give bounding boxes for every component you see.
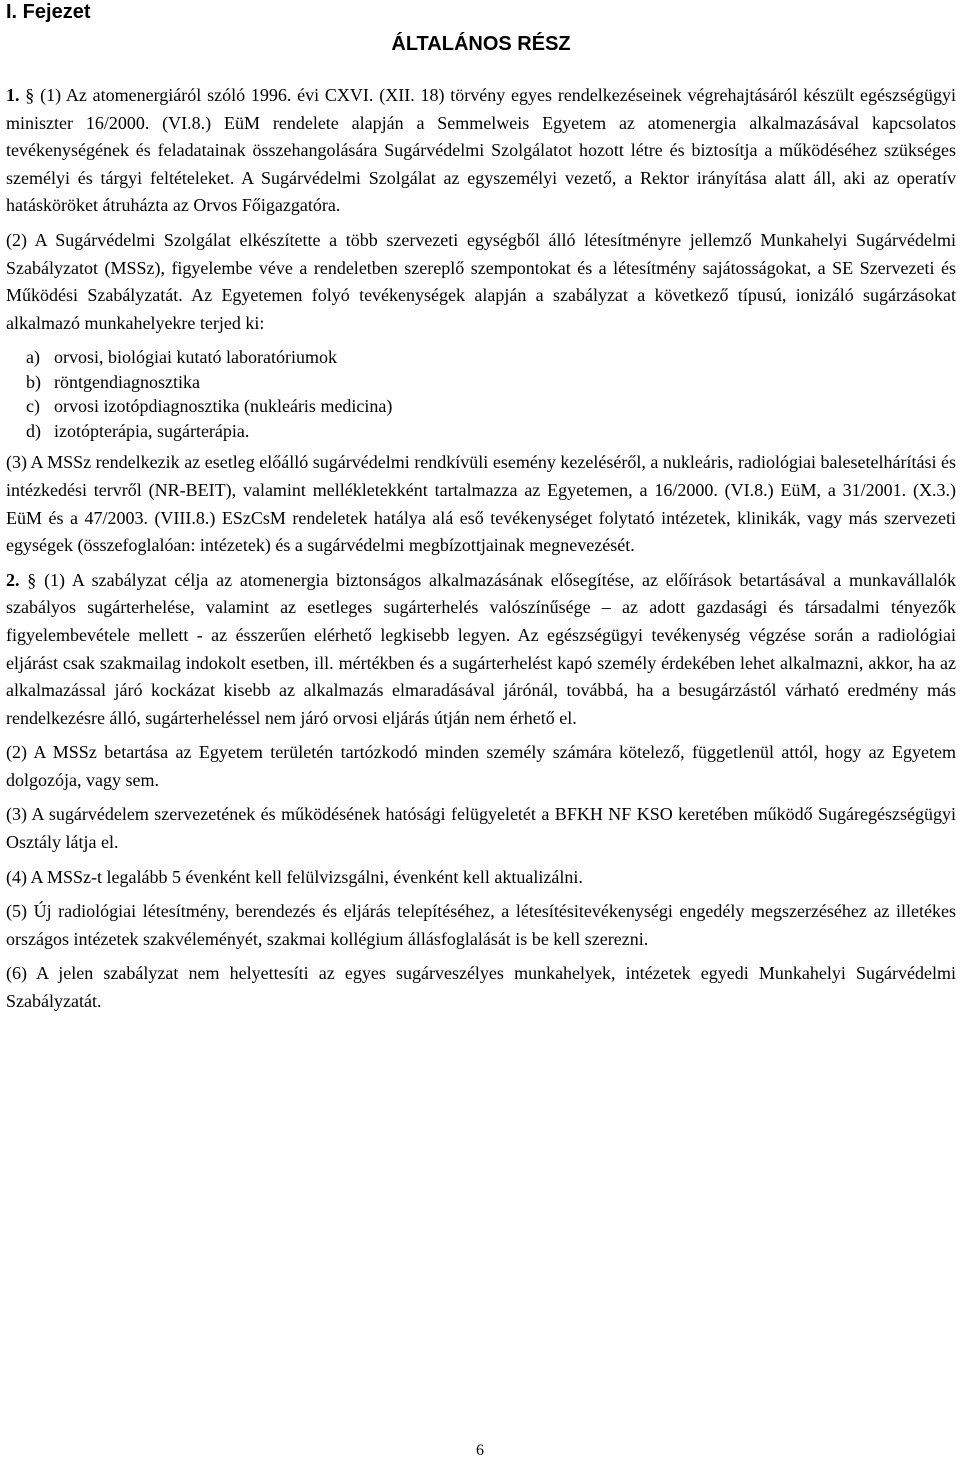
list-item — [26, 419, 956, 444]
list-item — [26, 345, 956, 370]
workplace-list — [6, 345, 956, 443]
section2-paragraph-5: (5) Új radiológiai létesítmény, berendezés és eljárás telepítéséhez, a létesítésitevékenységi engedély megszerzéséhez az illetékes országos intézetek szakvéleményét, szakmai kollégium állásfoglalását is be kell szerezni. — [6, 901, 956, 949]
section-title: ÁLTALÁNOS RÉSZ — [391, 33, 571, 55]
list-item-label: b) — [26, 371, 41, 392]
section1-p1-text: (1) Az atomenergiáról szóló 1996. évi CXVI. (XII. 18) törvény egyes rendelkezéseinek végrehajtásáról készült egészségügyi miniszter 16/2000. (VI.8.) EüM rendelete alapján a Semmelweis Egyetem az atomenergia alkalmazásával kapcsolatos tevékenységének és feladatainak összehangolására Sugárvédelmi Szolgálatot hozott létre és biztosítja a működéséhez szükséges személyi és tárgyi feltételeket. A Sugárvédelmi Szolgálat az egyszemélyi vezető, a Rektor irányítása alatt áll, aki az operatív hatásköröket átruházta az Orvos Főigazgatóra. — [6, 85, 957, 216]
list-item-text: orvosi, biológiai kutató laboratóriumok — [54, 347, 337, 368]
list-item — [26, 394, 956, 419]
section2-paragraph-2: (2) A MSSz betartása az Egyetem területén tartózkodó minden személy számára kötelező, függetlenül attól, hogy az Egyetem dolgozója, vagy sem. — [6, 742, 956, 790]
section2-paragraph-3: (3) A sugárvédelem szervezetének és működésének hatósági felügyeletét a BFKH NF KSO keretében működő Sugáregészségügyi Osztály látja el. — [6, 804, 956, 853]
list-item — [26, 370, 956, 395]
section2-sign: § — [27, 569, 37, 590]
section2-paragraph-1 — [6, 567, 956, 733]
list-item-text: izotópterápia, sugárterápia. — [54, 420, 250, 441]
section2-paragraph-4: (4) A MSSz-t legalább 5 évenként kell felülvizsgálni, évenként kell aktualizálni. — [6, 866, 583, 887]
list-item-text: orvosi izotópdiagnosztika (nukleáris medicina) — [54, 396, 393, 417]
section2-number: 2. — [6, 569, 20, 590]
list-item-label: d) — [26, 420, 41, 441]
section1-number: 1. — [6, 85, 20, 105]
page-number: 6 — [476, 1442, 484, 1459]
section1-paragraph-2: (2) A Sugárvédelmi Szolgálat elkészítette a több szervezeti egységből álló létesítményre jellemző Munkahelyi Sugárvédelmi Szabályzatot (MSSz), figyelembe véve a rendeletben szereplő szempontokat és a létesítmény sajátosságokat, a SE Szervezeti és Működési Szabályzatát. Az Egyetemen folyó tevékenységek alapján a szabályzat a következő típusú, ionizáló sugárzásokat alkalmazó munkahelyekre terjed ki: — [6, 229, 956, 333]
list-item-label: c) — [26, 396, 40, 417]
document-page — [6, 0, 956, 1016]
section1-paragraph-1 — [6, 82, 956, 220]
section1-sign: § — [25, 85, 35, 105]
section2-p1-text: (1) A szabályzat célja az atomenergia biztonságos alkalmazásának elősegítése, az előírások betartásával a munkavállalók szabályos sugárterhelése, valamint az esetleges sugárterhelés valószínűsége – az adott gazdasági és társadalmi tényezők figyelembevétele mellett - az ésszerűen elérhető legkisebb legyen. Az egészségügyi tevékenység végzése során a radiológiai eljárást csak szakmailag indokolt esetben, ill. mértékben és a sugárterhelést kapó személy érdekében lehet alkalmazni, akkor, ha az alkalmazással járó kockázat kisebb az alkalmazás elmaradásával járónál, továbbá, ha a besugárzástól várható eredmény más rendelkezésre álló, sugárterheléssel nem járó orvosi eljárás útján nem érhető el. — [6, 569, 956, 728]
section2-paragraph-6: (6) A jelen szabályzat nem helyettesíti az egyes sugárveszélyes munkahelyek, intézetek egyedi Munkahelyi Sugárvédelmi Szabályzatát. — [6, 963, 956, 1012]
chapter-label: I. Fejezet — [6, 1, 91, 23]
list-item-label: a) — [26, 347, 40, 368]
list-item-text: röntgendiagnosztika — [54, 371, 200, 392]
section1-paragraph-3: (3) A MSSz rendelkezik az esetleg előálló sugárvédelmi rendkívüli esemény kezeléséről, a nukleáris, radiológiai balesetelhárítási és intézkedési tervről (NR-BEIT), valamint mellékletekként tartalmazza az Egyetemen, a 16/2000. (VI.8.) EüM, a 31/2001. (X.3.) EüM és a 47/2003. (VIII.8.) ESzCsM rendeletek hatálya alá eső tevékenységet folytató intézetek, klinikák, vagy más szervezeti egységek (összefoglalóan: intézetek) és a sugárvédelmi megbízottjainak megnevezését. — [6, 452, 956, 556]
